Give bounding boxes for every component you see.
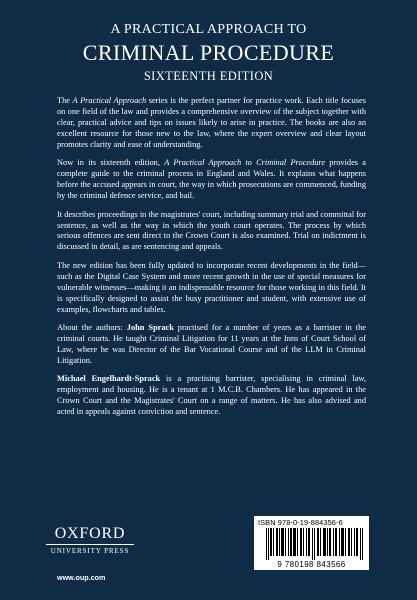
author-name-1: John Sprack xyxy=(126,323,174,333)
cover-header xyxy=(0,22,417,84)
publisher-name: OXFORD xyxy=(54,525,126,542)
author-bio-1: About the authors: John Sprack practised for a number of years as a barrister in the criminal courts. He taught Criminal Litigation for 11 years at the Inns of Court School of Law, where he was Director of the Bar Vocational Course and of the LLM in Criminal Litigation. xyxy=(57,323,366,366)
book-name: A Practical Approach to Criminal Procedure xyxy=(164,158,326,168)
edition-label: SIXTEENTH EDITION xyxy=(143,69,274,83)
barcode-panel xyxy=(254,516,369,570)
logo-divider xyxy=(46,544,134,545)
series-kicker: A PRACTICAL APPROACH TO xyxy=(110,22,307,37)
author-name-2: Michael Engelhardt-Sprack xyxy=(57,374,161,384)
publisher-logo xyxy=(42,525,138,556)
blurb xyxy=(57,96,366,426)
blurb-paragraph-4: The new edition has been fully updated to incorporate recent developments in the field—such as the Digital Case System and more recent growth in the use of special measures for vulnerable witnesses—making it an indispensable resource for those working in this field. It is specifically designed to assist the busy practitioner and student, with extensive use of examples, flowcharts and tables. xyxy=(57,260,366,314)
blurb-paragraph-1: The A Practical Approach series is the perfect partner for practice work. Each title focuses on one field of the law and provides a comprehensive overview of the subject together with clear, practical advice and tips on issues likely to arise in practice. The books are also an excellent resource for those new to the law, where the expert overview and clear layout promotes clarity and ease of understanding. xyxy=(57,96,366,149)
publisher-subname: UNIVERSITY PRESS xyxy=(50,547,130,555)
blurb-paragraph-2: Now in its sixteenth edition, A Practical Approach to Criminal Procedure provides a complete guide to the criminal process in England and Wales. It explains what happens before the accused appears in court, the way in which prosecutions are commenced, funding by the criminal defence service, and bail. xyxy=(57,158,366,201)
barcode-digits: 9 780198 843566 xyxy=(277,560,346,569)
book-title: CRIMINAL PROCEDURE xyxy=(82,40,335,65)
publisher-url: www.oup.com xyxy=(57,573,106,582)
author-bio-2: Michael Engelhardt-Sprack is a practising barrister, specialising in criminal law, employment and housing. He is a tenant at 1 M.C.B. Chambers. He has appeared in the Crown Court and the Magistrates' Court on a range of matters. He has also advised and acted in appeals against conviction and sentence. xyxy=(57,374,366,417)
barcode-icon xyxy=(266,528,364,560)
series-name: A Practical Approach xyxy=(72,96,147,105)
blurb-paragraph-3: It describes proceedings in the magistrates' court, including summary trial and committal for sentence, as well as the way in which the youth court operates. The process by which serious offences are sent direct to the Crown Court is also examined. Trial on indictment is discussed in detail, as are sentencing and appeals. xyxy=(57,209,366,252)
isbn-label: ISBN 978-0-19-884356-6 xyxy=(258,518,343,527)
